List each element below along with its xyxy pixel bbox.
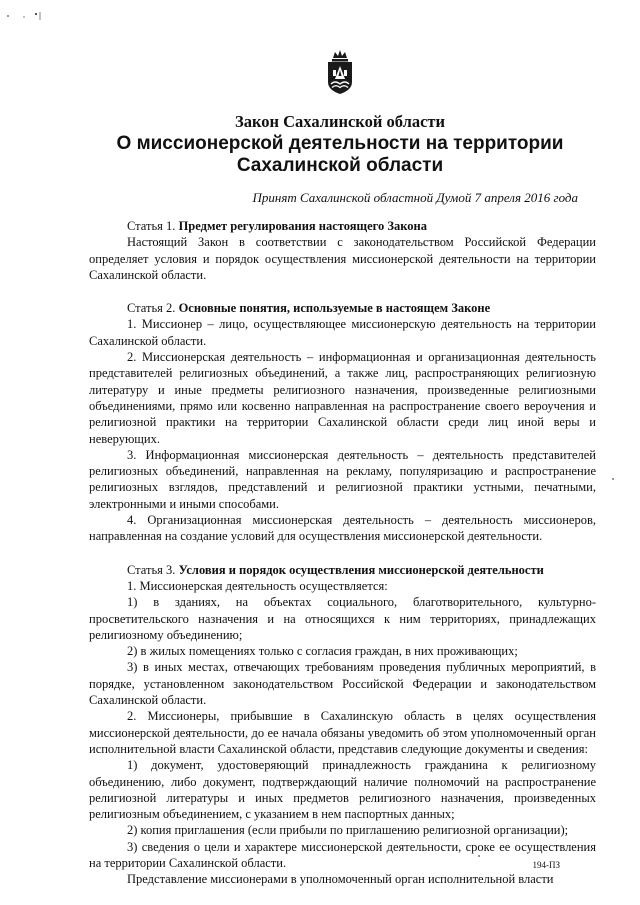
law-subject-line2: Сахалинской области — [236, 155, 444, 176]
article-paragraph: 2. Миссионерская деятельность – информационная и организационная деятельность представителей религиозных объединений, а также лиц, распространяющих религиозную литературу и иные предметы религиозного назначения, произведенные религиозными объединениями, прямо или косвенно направленная на распространение своего вероучения и религиозной практики на территории Сахалинской области среди лиц иной веры и неверующих. — [89, 350, 596, 446]
article-paragraph: 1. Миссионерская деятельность осуществляется: — [127, 578, 388, 593]
article-number: Статья 3. — [127, 562, 179, 577]
article-number: Статья 1. — [127, 219, 179, 233]
law-subject — [90, 133, 590, 177]
article-paragraph: 2. Миссионеры, прибывшие в Сахалинскую область в целях осуществления миссионерской деятельности, до ее начала обязаны уведомить об этом уполномоченный орган исполнительной власти Сахалинской области, представив следующие документы и сведения: — [89, 709, 596, 756]
adoption-note: Принят Сахалинской областной Думой 7 апреля 2016 года — [252, 190, 578, 205]
scan-dot — [612, 478, 614, 480]
article-paragraph: 1) документ, удостоверяющий принадлежность гражданина к религиозному объединению, либо документ, подтверждающий наличие полномочий на распространение религиозной литературы и иных предметов религиозного назначения, произведенных религиозным объединением, с указанием в нем паспортных данных; — [89, 758, 596, 822]
article-number: Статья 2. — [127, 301, 179, 316]
law-title: Закон Сахалинской области — [234, 112, 446, 131]
scan-specks — [0, 10, 60, 22]
article-paragraph: Настоящий Закон в соответствии с законодательством Российской Федерации определяет условия и порядок осуществления миссионерской деятельности на территории Сахалинской области. — [89, 235, 596, 282]
article-paragraph: 2) копия приглашения (если прибыли по приглашению религиозной организации); — [127, 823, 569, 838]
article-paragraph: 2) в жилых помещениях только с согласия граждан, в них проживающих; — [127, 644, 518, 659]
article-heading — [89, 218, 596, 234]
sakhalin-coat-of-arms-icon — [323, 48, 357, 96]
document-code: 194-ПЗ — [532, 860, 560, 870]
article-paragraph: 1. Миссионер – лицо, осуществляющее миссионерскую деятельность на территории Сахалинской области. — [89, 317, 596, 348]
article-title: Условия и порядок осуществления миссионерской деятельности — [178, 562, 544, 577]
article-title: Предмет регулирования настоящего Закона — [178, 219, 427, 233]
article-paragraph: 3. Информационная миссионерская деятельность – деятельность представителей религиозных объединений, направленная на рекламу, популяризацию и распространение религиозных взглядов, представлений и религиозной практики устными, печатными, электронными и иными способами. — [89, 447, 596, 511]
article-paragraph: 3) сведения о цели и характере миссионерской деятельности, сроке ее осуществления на территории Сахалинской области. — [89, 839, 596, 870]
scan-dot — [478, 855, 480, 857]
article-title: Основные понятия, используемые в настоящем Законе — [178, 301, 491, 316]
article-paragraph: 1) в зданиях, на объектах социального, благотворительного, культурно-просветительского назначения и на относящихся к ним территориях, принадлежащих религиозному объединению; — [89, 595, 596, 642]
article-paragraph: Представление миссионерами в уполномоченный орган исполнительной власти — [127, 872, 554, 887]
article-heading — [89, 300, 596, 316]
law-body — [89, 218, 596, 888]
article-paragraph: 4. Организационная миссионерская деятельность – деятельность миссионеров, направленная на создание условий для осуществления миссионерской деятельности. — [89, 513, 596, 544]
article-heading — [89, 562, 596, 578]
law-subject-line1: О миссионерской деятельности на территории — [116, 133, 564, 154]
article-paragraph: 3) в иных местах, отвечающих требованиям проведения публичных мероприятий, в порядке, установленном законодательством Российской Федерации и законодательством Сахалинской области. — [89, 660, 596, 708]
